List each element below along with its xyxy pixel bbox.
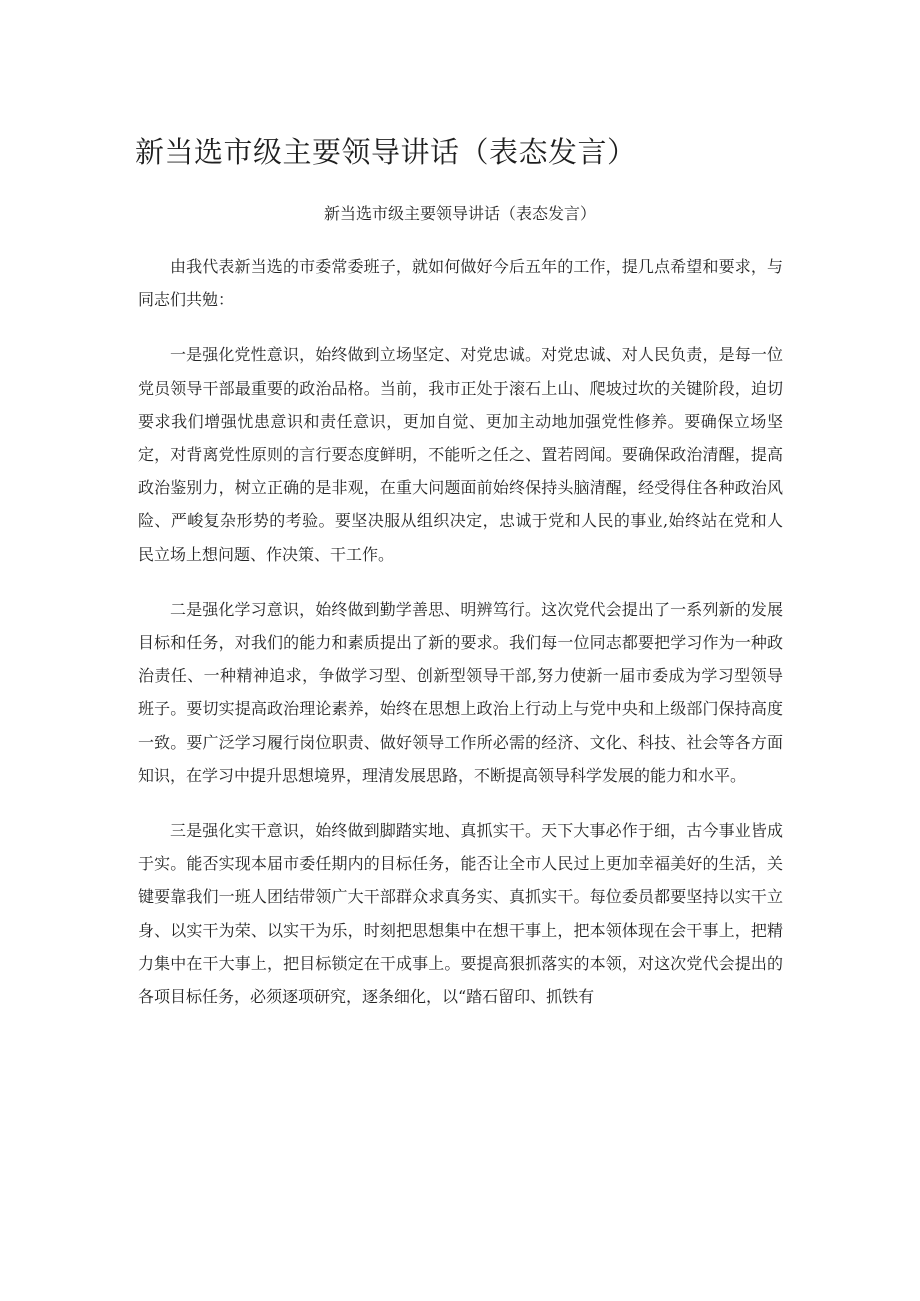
paragraph-intro: 由我代表新当选的市委常委班子，就如何做好今后五年的工作，提几点希望和要求，与同志们共勉： xyxy=(138,257,783,310)
paragraph-party-spirit: 一是强化党性意识，始终做到立场坚定、对党忠诚。对党忠诚、对人民负责，是每一位党员领导干部最重要的政治品格。当前，我市正处于滚石上山、爬坡过坎的关键阶段，迫切要求我们增强忧患意识和责任意识，更加自觉、更加主动地加强党性修养。要确保立场坚定，对背离党性原则的言行要态度鲜明，不能听之任之、置若罔闻。要确保政治清醒，提高政治鉴别力，树立正确的是非观，在重大问题面前始终保持头脑清醒，经受得住各种政治风险、严峻复杂形势的考验。要坚决服从组织决定，忠诚于党和人民的事业,始终站在党和人民立场上想问题、作决策、干工作。 xyxy=(138,345,783,564)
paragraph-practical-work: 三是强化实干意识，始终做到脚踏实地、真抓实干。天下大事必作于细，古今事业皆成于实。能否实现本届市委任期内的目标任务，能否让全市人民过上更加幸福美好的生活，关键要靠我们一班人团结带领广大干部群众求真务实、真抓实干。每位委员都要坚持以实干立身、以实干为荣、以实干为乐，时刻把思想集中在想干事上，把本领体现在会干事上，把精力集中在干大事上，把目标锁定在干成事上。要提高狠抓落实的本领，对这次党代会提出的各项目标任务，必须逐项研究，逐条细化，以“踏石留印、抓铁有 xyxy=(138,821,783,1007)
paragraph-learning: 二是强化学习意识，始终做到勤学善思、明辨笃行。这次党代会提出了一系列新的发展目标和任务，对我们的能力和素质提出了新的要求。我们每一位同志都要把学习作为一种政治责任、一种精神追求，争做学习型、创新型领导干部,努力使新一届市委成为学习型领导班子。要切实提高政治理论素养，始终在思想上政治上行动上与党中央和上级部门保持高度一致。要广泛学习履行岗位职责、做好领导工作所必需的经济、文化、科技、社会等各方面知识，在学习中提升思想境界，理清发展思路，不断提高领导科学发展的能力和水平。 xyxy=(138,599,783,785)
document-title: 新当选市级主要领导讲话（表态发言） xyxy=(135,135,637,169)
document-body xyxy=(138,250,783,1035)
document-subtitle: 新当选市级主要领导讲话（表态发言） xyxy=(323,204,596,223)
